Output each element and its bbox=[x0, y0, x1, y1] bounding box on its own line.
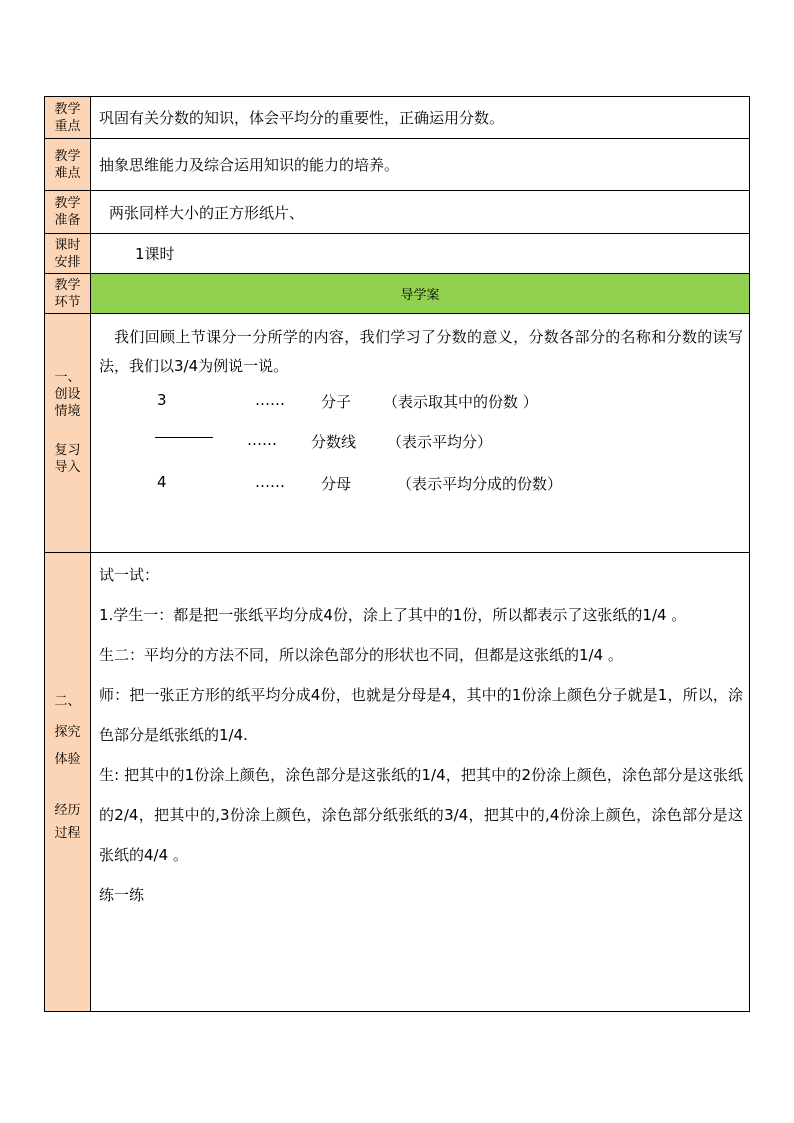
dots-denominator: …… bbox=[255, 473, 285, 491]
label-section-two: 二、 探究 体验 经历 过程 bbox=[45, 553, 91, 1011]
review-intro: 我们回顾上节课分一分所学的内容，我们学习了分数的意义，分数各部分的名称和分数的读写法，我们以3/4为例说一说。 bbox=[99, 328, 743, 375]
label-teaching-difficulty: 教学 难点 bbox=[45, 139, 91, 190]
label-section-one: 一、 创设 情境 复习 导入 bbox=[45, 314, 91, 552]
row-section-two bbox=[45, 553, 749, 1011]
lesson-plan-table bbox=[44, 96, 750, 1012]
section-two-content bbox=[91, 553, 749, 1011]
note-numerator: （表示取其中的份数 ） bbox=[383, 393, 538, 411]
note-denominator: （表示平均分成的份数） bbox=[397, 475, 563, 493]
row-section-one bbox=[45, 314, 749, 553]
row-teaching-focus bbox=[45, 97, 749, 139]
term-denominator: 分母 bbox=[321, 475, 352, 493]
label-class-hours: 课时 安排 bbox=[45, 234, 91, 273]
term-numerator: 分子 bbox=[321, 393, 352, 411]
guided-learning-header: 导学案 bbox=[91, 274, 749, 313]
term-fraction-line: 分数线 bbox=[311, 433, 357, 451]
fraction-bar-line bbox=[155, 437, 213, 438]
label-teaching-stage: 教学 环节 bbox=[45, 274, 91, 313]
section-one-content bbox=[91, 314, 749, 552]
row-class-hours bbox=[45, 234, 749, 274]
note-fraction-line: （表示平均分） bbox=[387, 433, 493, 451]
class-hours-text: 1课时 bbox=[135, 245, 175, 263]
practice-heading: 练一练 bbox=[99, 886, 145, 904]
teacher-explanation: 师：把一张正方形的纸平均分成4份，也就是分母是4，其中的1份涂上颜色分子就是1，所以，涂色部分是纸张纸的1/4. bbox=[99, 686, 743, 744]
row-teaching-difficulty bbox=[45, 139, 749, 191]
dots-numerator: …… bbox=[255, 391, 285, 409]
student-two-answer: 生二：平均分的方法不同，所以涂色部分的形状也不同，但都是这张纸的1/4 。 bbox=[99, 646, 623, 664]
teaching-difficulty-text: 抽象思维能力及综合运用知识的能力的培养。 bbox=[99, 156, 400, 174]
fraction-denominator: 4 bbox=[157, 473, 167, 491]
teaching-focus-text: 巩固有关分数的知识，体会平均分的重要性，正确运用分数。 bbox=[99, 109, 505, 127]
fraction-numerator: 3 bbox=[157, 391, 167, 409]
try-it-heading: 试一试： bbox=[99, 566, 160, 584]
label-teaching-focus: 教学 重点 bbox=[45, 97, 91, 138]
fraction-parts-diagram bbox=[99, 381, 743, 511]
student-one-answer: 1.学生一：都是把一张纸平均分成4份，涂上了其中的1份，所以都表示了这张纸的1/4 。 bbox=[99, 606, 687, 624]
student-summary: 生: 把其中的1份涂上颜色，涂色部分是这张纸的1/4，把其中的2份涂上颜色，涂色部分是这张纸的2/4，把其中的,3份涂上颜色，涂色部分纸张纸的3/4，把其中的,4份涂上颜色，涂色部分是这张纸的4/4 。 bbox=[99, 766, 743, 864]
dots-line: …… bbox=[247, 431, 277, 449]
label-teaching-preparation: 教学 准备 bbox=[45, 191, 91, 233]
row-teaching-stage bbox=[45, 274, 749, 314]
teaching-preparation-text: 两张同样大小的正方形纸片、 bbox=[109, 203, 305, 222]
row-teaching-preparation bbox=[45, 191, 749, 234]
